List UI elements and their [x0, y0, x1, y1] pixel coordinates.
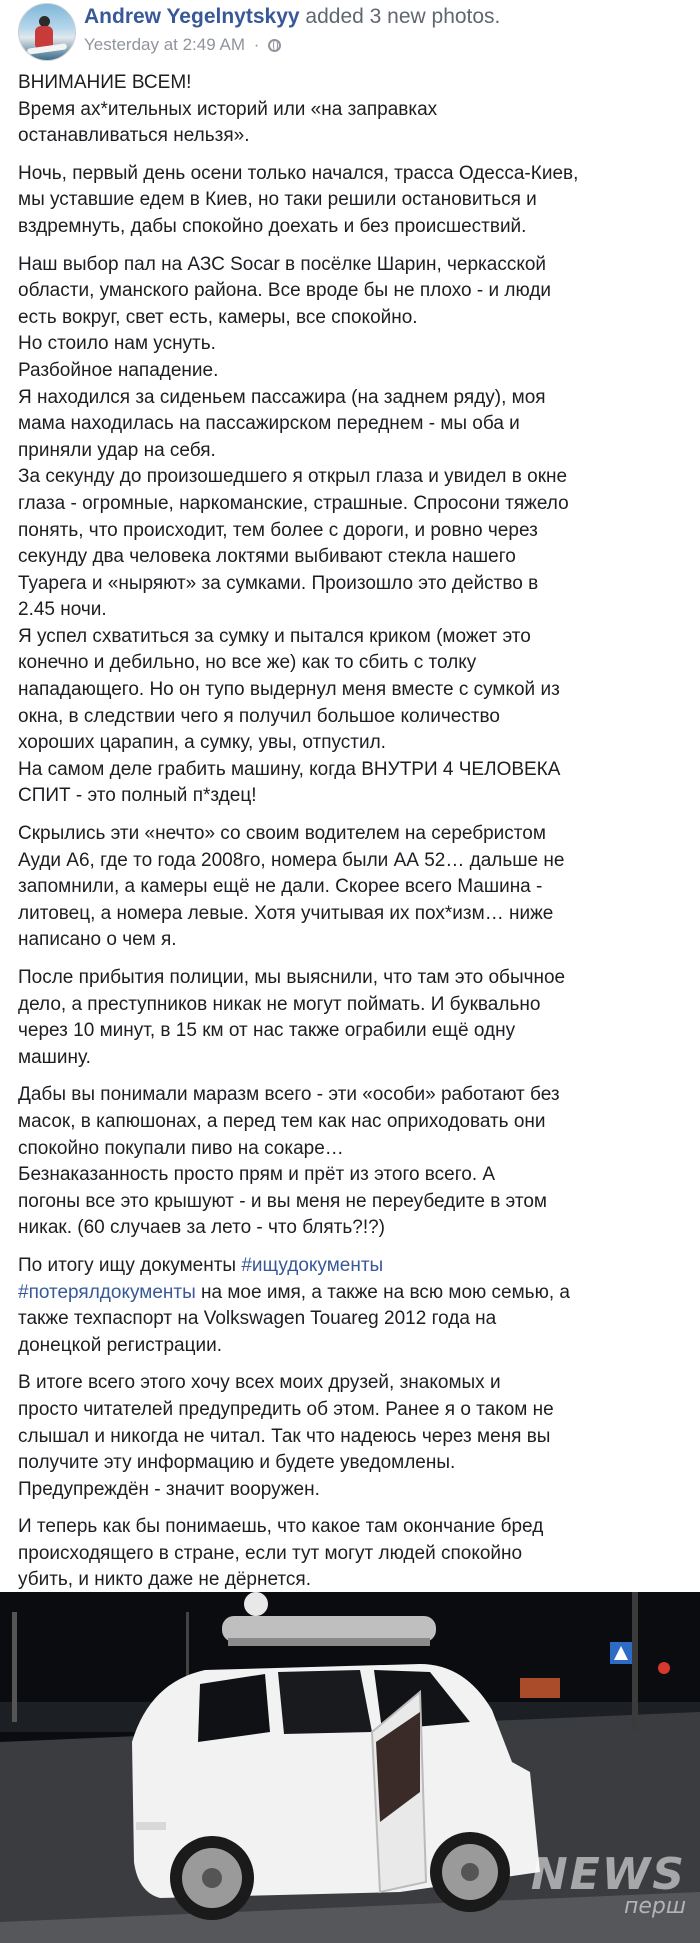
text-line: области, уманского района. Все вроде бы не плохо - и люди [18, 280, 552, 302]
text-line: донецкой регистрации. [18, 1334, 222, 1356]
text-line: секунду два человека локтями выбивают стекла нашего [18, 546, 516, 568]
post-photo[interactable] [0, 1592, 700, 1943]
watermark-bottom: перш [623, 1894, 686, 1919]
text-line: нападающего. Но он тупо выдернул меня вместе с сумкой из [18, 679, 560, 701]
text-line: Предупреждён - значит вооружен. [18, 1478, 320, 1500]
text-line: приняли удар на себя. [18, 439, 216, 461]
post-text [18, 70, 682, 1605]
text-line: слышал и никогда не читал. Так что надеюсь через меня вы [18, 1425, 551, 1447]
paragraph-5 [18, 965, 682, 1071]
text-line: получите эту информацию и будете уведомлены. [18, 1452, 456, 1474]
globe-icon[interactable] [268, 39, 281, 52]
text-line: 2.45 ночи. [18, 599, 107, 621]
text-line: дело, а преступников никак не могут поймать. И буквально [18, 993, 541, 1015]
text-line: В итоге всего этого хочу всех моих друзей, знакомых и [18, 1372, 501, 1394]
text-line: Скрылись эти «нечто» со своим водителем на серебристом [18, 823, 546, 845]
text-fragment: По итогу ищу документы [18, 1254, 242, 1276]
text-line: никак. (60 случаев за лето - что блять?!?) [18, 1217, 386, 1239]
text-fragment: на мое имя, а также на всю мою семью, а [195, 1281, 570, 1303]
avatar-board [27, 43, 67, 55]
text-line: Разбойное нападение. [18, 359, 219, 381]
text-line: Ночь, первый день осени только начался, трасса Одесса-Киев, [18, 162, 579, 184]
text-line: За секунду до произошедшего я открыл глаза и увидел в окне [18, 466, 568, 488]
text-line: И теперь как бы понимаешь, что какое там окончание бред [18, 1516, 544, 1538]
text-line: понять, что происходит, тем более с дороги, и ровно через [18, 519, 538, 541]
paragraph-7 [18, 1253, 682, 1359]
post-action-text: added 3 new photos. [305, 5, 501, 28]
text-line: После прибытия полиции, мы выяснили, что там это обычное [18, 967, 566, 988]
text-line: СПИТ - это полный п*здец! [18, 785, 257, 807]
watermark [531, 1849, 686, 1919]
text-line: литовец, а номера левые. Хотя учитывая их пох*изм… ниже [18, 902, 554, 924]
text-line: Но стоило нам уснуть. [18, 333, 216, 355]
text-line [18, 1253, 682, 1280]
text-line: Время ах*ительных историй или «на заправках [18, 98, 438, 120]
text-line [18, 1280, 682, 1307]
text-line: глаза - огромные, наркоманские, страшные. Спросони тяжело [18, 492, 569, 514]
text-line: машину. [18, 1046, 91, 1068]
hashtag-link[interactable]: #ищудокументы [241, 1254, 384, 1276]
text-line: Безнаказанность просто прям и прёт из этого всего. А [18, 1164, 496, 1186]
text-line: просто читателей предупредить об этом. Ранее я о таком не [18, 1398, 554, 1420]
text-line: Ауди А6, где то года 2008го, номера были АА 52… дальше не [18, 849, 565, 871]
text-line: На самом деле грабить машину, когда ВНУТРИ 4 ЧЕЛОВЕКА [18, 758, 561, 780]
text-line: погоны все это крышуют - и вы меня не переубедите в этом [18, 1190, 547, 1212]
text-line: Туарега и «ныряют» за сумками. Произошло это действо в [18, 572, 539, 594]
paragraph-3 [18, 252, 682, 810]
text-line: Наш выбор пал на АЗС Socar в посёлке Шарин, черкасской [18, 253, 547, 275]
text-line: происходящего в стране, если тут могут людей спокойно [18, 1542, 523, 1564]
text-line: мама находилась на пассажирском переднем - мы оба и [18, 413, 520, 435]
text-line: останавливаться нельзя». [18, 125, 250, 147]
post-timestamp-link[interactable]: Yesterday at 2:49 AM [84, 35, 245, 54]
paragraph-8 [18, 1370, 682, 1503]
author-line [84, 5, 500, 29]
text-line: Дабы вы понимали маразм всего - эти «особи» работают без [18, 1084, 560, 1106]
author-name-link[interactable]: Andrew Yegelnytskyy [84, 5, 300, 28]
text-line: также техпаспорт на Volkswagen Touareg 2012 года на [18, 1308, 497, 1330]
post-header [18, 3, 678, 63]
avatar[interactable] [18, 3, 76, 61]
text-line: Я успел схватиться за сумку и пытался криком (может это [18, 625, 531, 647]
text-line: ВНИМАНИЕ ВСЕМ! [18, 72, 192, 93]
hashtag-link[interactable]: #потерялдокументы [18, 1281, 196, 1303]
text-line: хороших царапин, а сумку, увы, отпустил. [18, 732, 386, 754]
text-line: через 10 минут, в 15 км от нас также ограбили ещё одну [18, 1020, 516, 1042]
paragraph-4 [18, 821, 682, 954]
text-line: конечно и дебильно, но все же) как то сбить с толку [18, 652, 477, 674]
text-line: Я находился за сиденьем пассажира (на заднем ряду), моя [18, 386, 546, 408]
post-meta [84, 35, 281, 55]
text-line: окна, в следствии чего я получил большое количество [18, 705, 500, 727]
watermark-top: NEWS [530, 1849, 686, 1900]
paragraph-2 [18, 161, 682, 241]
text-line: написано о чем я. [18, 929, 177, 951]
text-line: масок, в капюшонах, а перед тем как нас оприходовать они [18, 1110, 546, 1132]
paragraph-9 [18, 1514, 682, 1594]
text-line: запомнили, а камеры ещё не дали. Скорее всего Машина - [18, 876, 543, 898]
meta-separator: · [253, 35, 260, 54]
text-line: есть вокруг, свет есть, камеры, все спокойно. [18, 306, 418, 328]
paragraph-6 [18, 1082, 682, 1242]
text-line: убить, и никто даже не дёрнется. [18, 1569, 311, 1591]
text-line: спокойно покупали пиво на сокаре… [18, 1137, 344, 1159]
paragraph-1 [18, 70, 682, 150]
text-line: мы уставшие едем в Киев, но таки решили остановиться и [18, 189, 537, 211]
text-line: вздремнуть, дабы спокойно доехать и без происшествий. [18, 215, 527, 237]
